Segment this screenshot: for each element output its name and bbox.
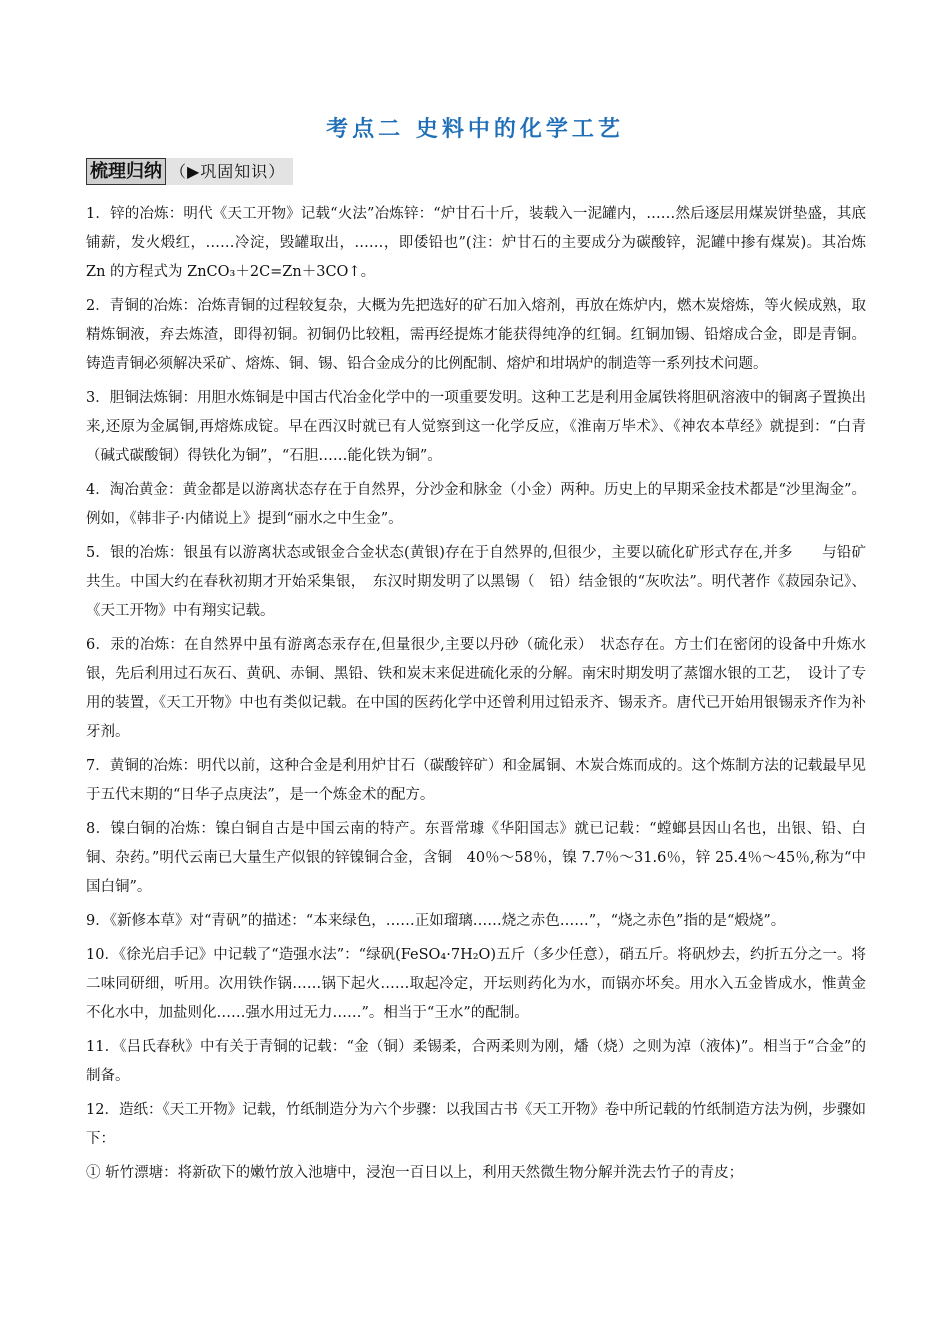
section-heading	[86, 158, 293, 185]
content-body	[86, 200, 866, 1193]
page-title: 考点二 史料中的化学工艺	[326, 117, 624, 142]
paragraph-step-1: ① 斩竹漂塘：将新砍下的嫩竹放入池塘中，浸泡一百日以上，利用天然微生物分解并洗去竹子的青皮；	[86, 1165, 744, 1181]
paragraph-brass: 7．黄铜的冶炼：明代以前，这种合金是利用炉甘石（碳酸锌矿）和金属铜、木炭合炼而成的。这个炼制方法的记载最早见于五代末期的“日华子点庚法”，是一个炼金术的配方。	[86, 758, 866, 803]
paragraph-nickel-copper: 8．镍白铜的冶炼：镍白铜自古是中国云南的特产。东晋常璩《华阳国志》就已记载：“螳螂县因山名也，出银、铅、白铜、杂药。”明代云南已大量生产似银的锌镍铜合金，含铜 40％～58％，镍 7.7％～31.6％，锌 25.4％～45％,称为“中国白铜”。	[86, 821, 866, 895]
paragraph-papermaking: 12．造纸：《天工开物》记载，竹纸制造分为六个步骤：以我国古书《天工开物》卷中所记载的竹纸制造方法为例，步骤如下：	[86, 1102, 866, 1147]
paragraph-silver: 5．银的冶炼：银虽有以游离状态或银金合金状态(黄银)存在于自然界的,但很少，主要以硫化矿形式存在,并多 与铅矿共生。中国大约在春秋初期才开始采集银， 东汉时期发明了以黑锡（ 铅）结金银的“灰吹法”。明代著作《菽园杂记》、《天工开物》中有翔实记载。	[86, 545, 866, 619]
section-label: 梳理归纳	[86, 158, 166, 185]
paragraph-zinc: 1．锌的冶炼：明代《天工开物》记载“火法”冶炼锌：“炉甘石十斤，装载入一泥罐内，……然后逐层用煤炭饼垫盛，其底铺薪，发火煅红，……冷淀，毁罐取出，……，即倭铅也”(注：炉甘石的主要成分为碳酸锌，泥罐中掺有煤炭)。其冶炼 Zn 的方程式为 ZnCO₃＋2C=Zn＋3CO↑。	[86, 206, 866, 280]
paragraph-bronze: 2．青铜的冶炼：冶炼青铜的过程较复杂，大概为先把选好的矿石加入熔剂，再放在炼炉内，燃木炭熔炼，等火候成熟，取精炼铜液，弃去炼渣，即得初铜。初铜仍比较粗，需再经提炼才能获得纯净的红铜。红铜加锡、铅熔成合金，即是青铜。铸造青铜必须解决采矿、熔炼、铜、锡、铅合金成分的比例配制、熔炉和坩埚炉的制造等一系列技术问题。	[86, 298, 866, 372]
paragraph-copper-bile: 3．胆铜法炼铜：用胆水炼铜是中国古代冶金化学中的一项重要发明。这种工艺是利用金属铁将胆矾溶液中的铜离子置换出来,还原为金属铜,再熔炼成锭。早在西汉时就已有人觉察到这一化学反应，《淮南万毕术》、《神农本草经》就提到：“白青（碱式碳酸铜）得铁化为铜”，“石胆……能化铁为铜”。	[86, 390, 866, 464]
section-sublabel: （▶巩固知识）	[166, 158, 293, 185]
paragraph-gold: 4．淘冶黄金：黄金都是以游离状态存在于自然界，分沙金和脉金（小金）两种。历史上的早期采金技术都是“沙里淘金”。例如，《韩非子·内储说上》提到“丽水之中生金”。	[86, 482, 866, 527]
paragraph-green-vitriol: 9．《新修本草》对“青矾”的描述：“本来绿色，……正如瑠璃……烧之赤色……”，“烧之赤色”指的是“煅烧”。	[86, 913, 786, 929]
paragraph-alloy: 11．《吕氏春秋》中有关于青铜的记载：“金（铜）柔锡柔，合两柔则为刚，燔（烧）之则为淖（液体)”。相当于“合金”的制备。	[86, 1039, 866, 1084]
paragraph-strong-water: 10．《徐光启手记》中记载了“造强水法”：“绿矾(FeSO₄·7H₂O)五斤（多少任意），硝五斤。将矾炒去，约折五分之一。将二味同研细，听用。次用铁作锅……锅下起火……取起冷定，开坛则药化为水，而锅亦坏矣。用水入五金皆成水，惟黄金不化水中，加盐则化……强水用过无力……”。相当于“王水”的配制。	[86, 947, 866, 1021]
paragraph-mercury: 6．汞的冶炼：在自然界中虽有游离态汞存在,但量很少,主要以丹砂（硫化汞） 状态存在。方士们在密闭的设备中升炼水银，先后利用过石灰石、黄矾、赤铜、黑铅、铁和炭末来促进硫化汞的分解。南宋时期发明了蒸馏水银的工艺， 设计了专用的装置，《天工开物》中也有类似记载。在中国的医药化学中还曾利用过铅汞齐、锡汞齐。唐代已开始用银锡汞齐作为补牙剂。	[86, 637, 866, 740]
